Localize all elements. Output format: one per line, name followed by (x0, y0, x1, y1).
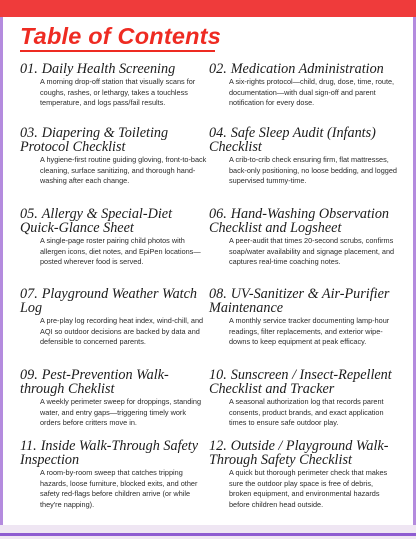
toc-entry-number: 06. (209, 206, 227, 222)
toc-entry-title (20, 368, 208, 396)
toc-entry-10[interactable] (209, 368, 397, 429)
toc-entry-title-text: Sunscreen / Insect-Repellent Checklist and Tracker (209, 367, 392, 397)
toc-entry-title-text: UV-Sanitizer & Air-Purifier Maintenance (209, 286, 390, 316)
toc-entry-number: 07. (20, 286, 38, 302)
title-underline (20, 50, 215, 52)
toc-entry-number: 10. (209, 367, 227, 383)
toc-entry-number: 11. (20, 438, 37, 454)
toc-entry-02[interactable] (209, 62, 397, 109)
toc-entry-12[interactable] (209, 439, 397, 510)
toc-entry-title (20, 439, 208, 467)
toc-entry-title (20, 207, 208, 235)
toc-entry-08[interactable] (209, 287, 397, 348)
bottom-band (0, 525, 416, 539)
toc-entry-title (209, 287, 397, 315)
top-accent-bar (0, 0, 416, 17)
toc-entry-description: A monthly service tracker documenting lamp-hour readings, filter replacements, and exterior wipe-downs to keep equipment at peak efficacy. (229, 316, 390, 347)
toc-entry-description: A weekly perimeter sweep for droppings, standing water, and entry gaps—triggering timely work orders before critters move in. (40, 397, 202, 428)
toc-entry-title-text: Medication Administration (230, 61, 384, 77)
toc-entry-description: A peer-audit that times 20-second scrubs, confirms soap/water availability and signage placement, and captures real-time coaching notes. (229, 236, 395, 267)
toc-entry-description: A morning drop-off station that visually scans for coughs, rashes, or lethargy, takes a touchless temperature, and logs pass/fail results. (40, 77, 196, 108)
toc-entry-title-text: Diapering & Toileting Protocol Checklist (20, 125, 169, 155)
toc-entry-title-text: Allergy & Special-Diet Quick-Glance Sheet (20, 206, 173, 236)
toc-entry-07[interactable] (20, 287, 208, 348)
toc-entry-number: 12. (209, 438, 227, 454)
toc-entry-title (209, 62, 397, 76)
page-title: Table of Contents (20, 23, 221, 49)
toc-entry-title-text: Safe Sleep Audit (Infants) Checklist (209, 125, 376, 155)
toc-entry-title (209, 368, 397, 396)
toc-entry-title-text: Pest-Prevention Walk-through Cheklist (20, 367, 169, 397)
toc-entry-description: A quick but thorough perimeter check that makes sure the outdoor play space is free of debris, broken equipment, and environmental hazards before children head outside. (229, 468, 388, 509)
toc-entry-number: 08. (209, 286, 227, 302)
toc-entry-title (209, 207, 397, 235)
toc-entry-title (209, 439, 397, 467)
toc-entry-number: 04. (209, 125, 227, 141)
toc-entry-title (209, 126, 397, 154)
toc-entry-06[interactable] (209, 207, 397, 268)
toc-entry-title (20, 62, 208, 76)
toc-entry-11[interactable] (20, 439, 208, 510)
toc-entry-description: A pre-play log recording heat index, wind-chill, and AQI so outdoor decisions are backed by data and defensible to concerned parents. (40, 316, 204, 347)
toc-entry-09[interactable] (20, 368, 208, 429)
toc-entry-title-text: Inside Walk-Through Safety Inspection (20, 438, 199, 468)
toc-entry-title-text: Daily Health Screening (41, 61, 176, 77)
toc-entry-05[interactable] (20, 207, 208, 268)
toc-entry-title (20, 126, 208, 154)
toc-entry-description: A hygiene-first routine guiding gloving, front-to-back cleaning, surface sanitizing, and thorough hand-washing after each change. (40, 155, 207, 186)
toc-entry-number: 09. (20, 367, 38, 383)
toc-entry-description: A single-page roster pairing child photos with allergen icons, diet notes, and EpiPen locations—posted wherever food is served. (40, 236, 201, 267)
toc-entry-04[interactable] (209, 126, 397, 187)
toc-entry-number: 03. (20, 125, 38, 141)
toc-entry-title-text: Outside / Playground Walk-Through Safety Checklist (209, 438, 389, 468)
toc-entry-01[interactable] (20, 62, 208, 109)
toc-entry-description: A room-by-room sweep that catches tripping hazards, loose furniture, blocked exits, and other safety red-flags before children arrive (or while they're napping). (40, 468, 198, 509)
left-page-border (0, 17, 3, 525)
toc-entry-title (20, 287, 208, 315)
toc-entry-03[interactable] (20, 126, 208, 187)
toc-entry-description: A seasonal authorization log that records parent consents, product brands, and exact application times to ensure safe outdoor play. (229, 397, 384, 428)
toc-entry-number: 01. (20, 61, 38, 77)
toc-entry-number: 05. (20, 206, 38, 222)
toc-entry-description: A six-rights protocol—child, drug, dose, time, route, documentation—with dual sign-off and parent notification for every dose. (229, 77, 395, 108)
bottom-accent-line (0, 533, 416, 536)
toc-entry-title-text: Hand-Washing Observation Checklist and Logsheet (209, 206, 390, 236)
toc-entry-title-text: Playground Weather Watch Log (20, 286, 197, 316)
toc-entry-number: 02. (209, 61, 227, 77)
toc-entry-description: A crib-to-crib check ensuring firm, flat mattresses, back-only positioning, no loose bedding, and logged supervised tummy-time. (229, 155, 397, 186)
